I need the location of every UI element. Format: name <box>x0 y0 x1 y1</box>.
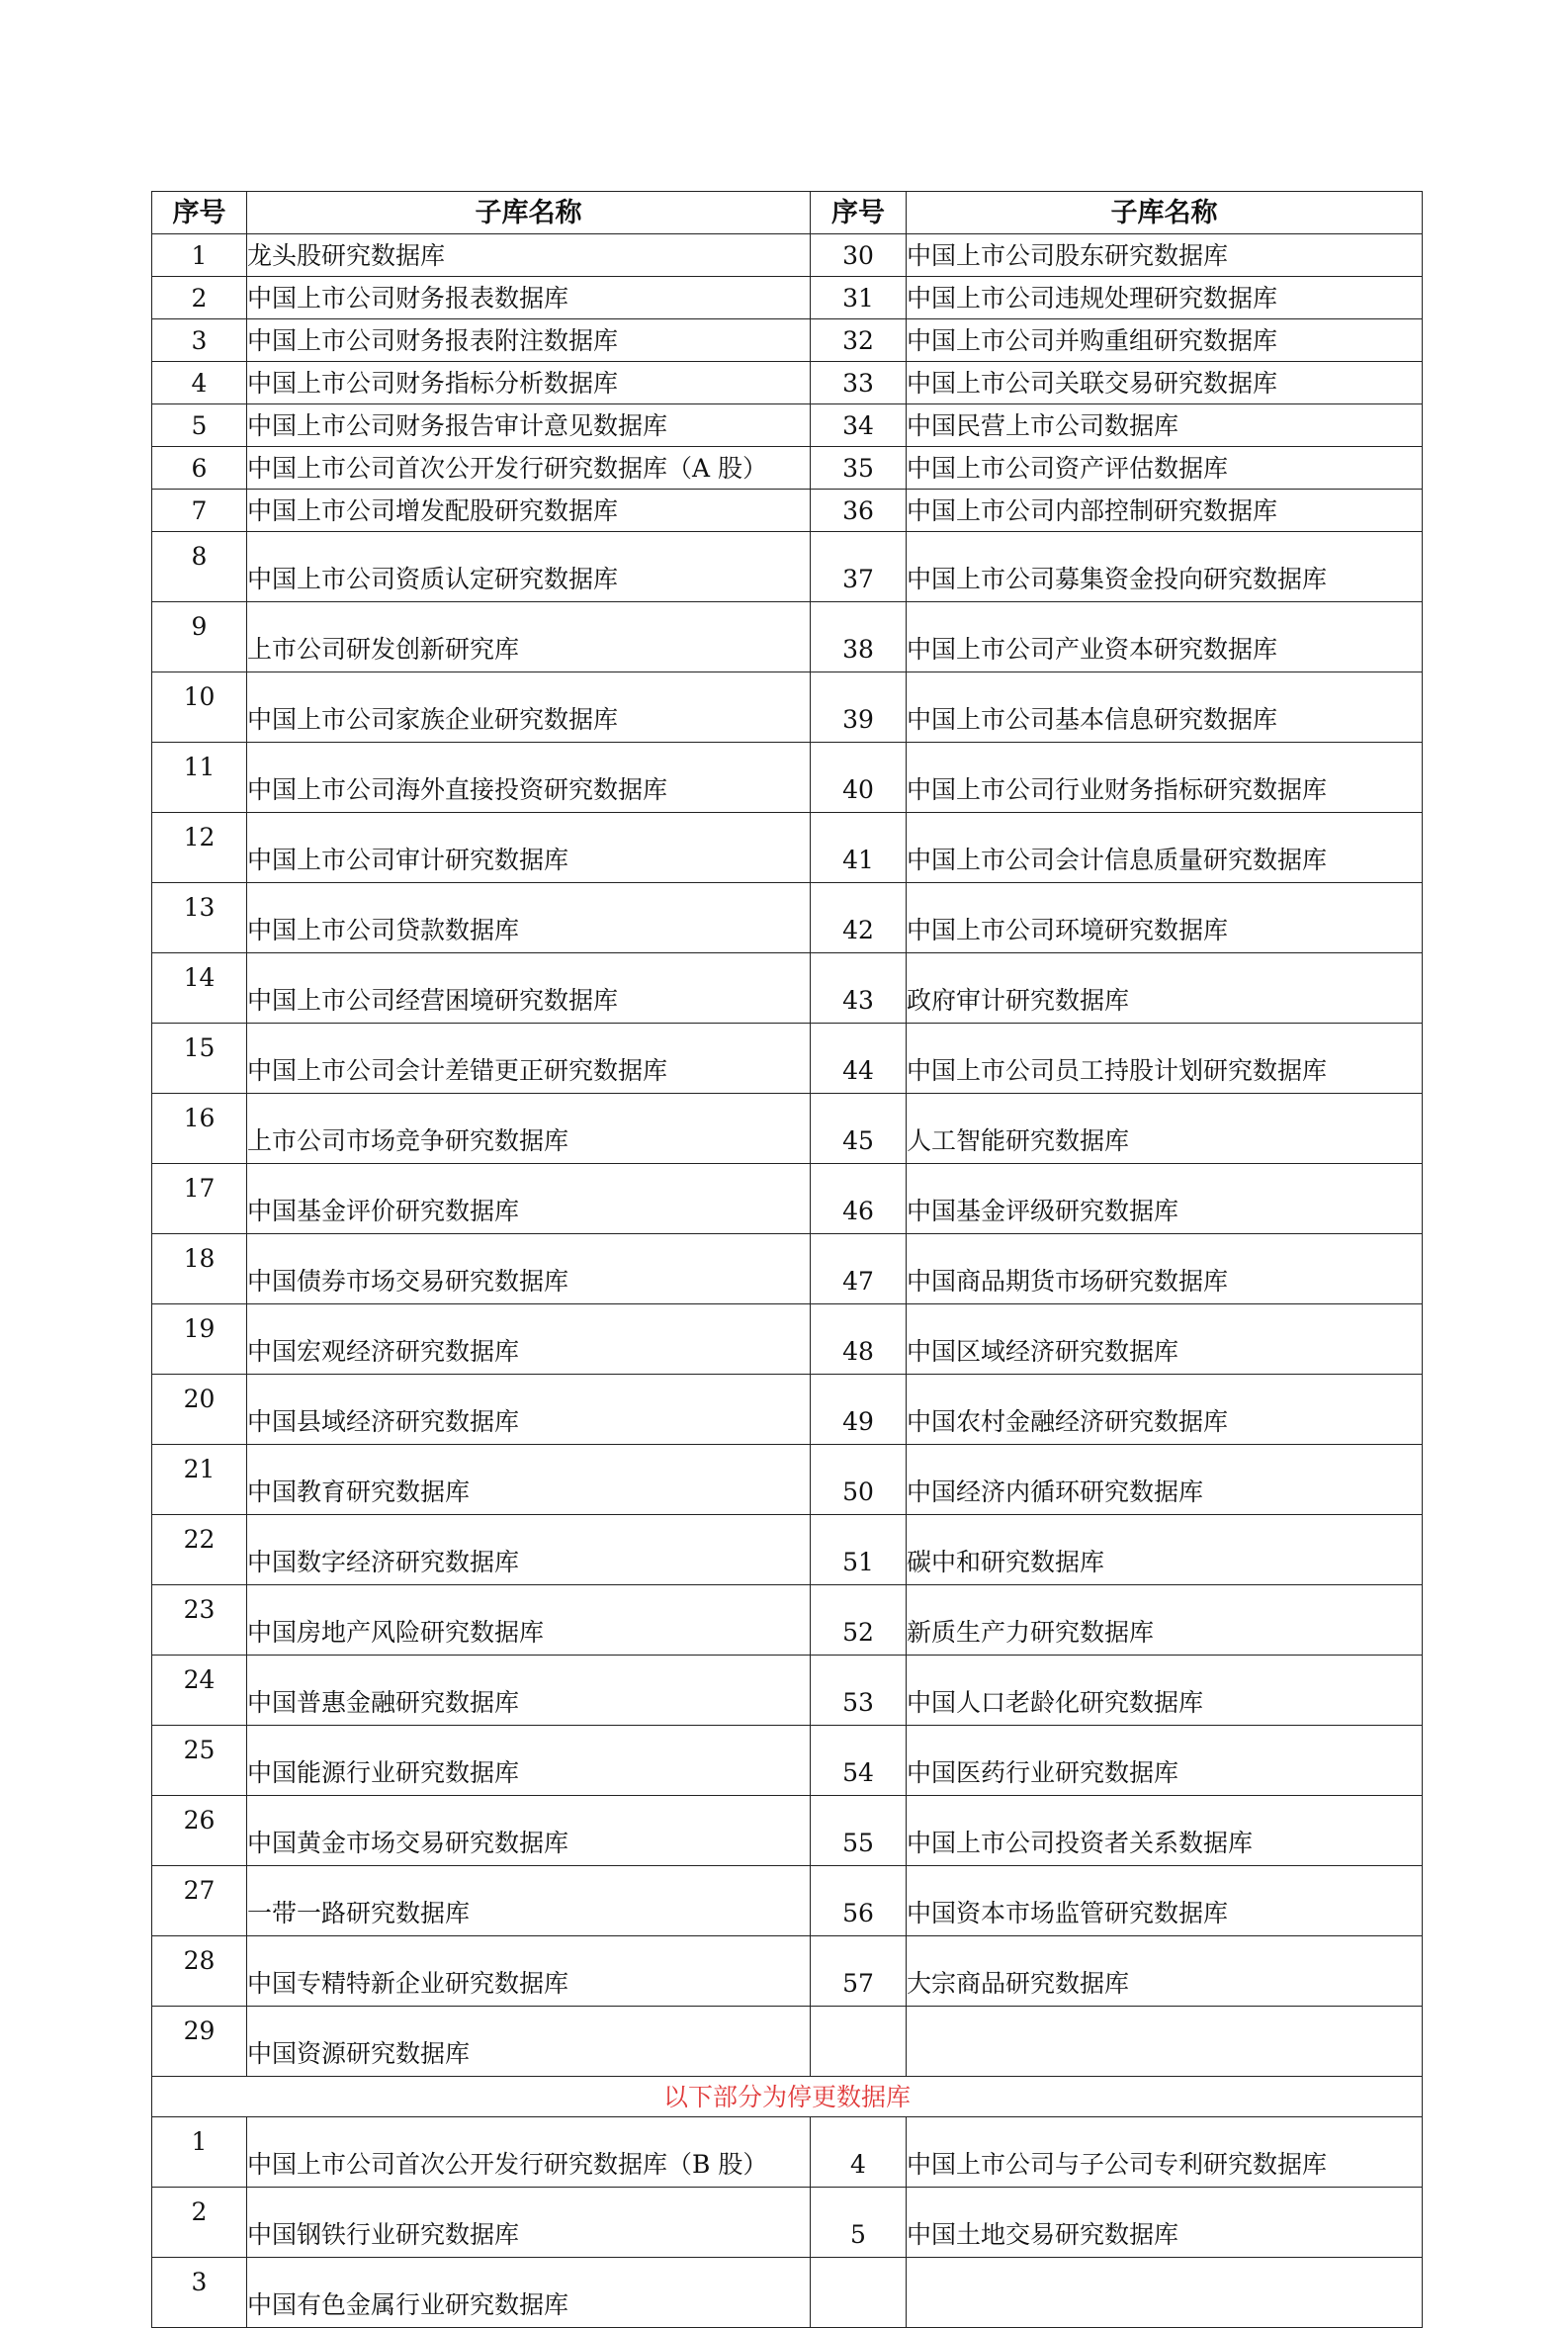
row-seq-left: 3 <box>152 319 247 362</box>
row-name-right: 中国上市公司与子公司专利研究数据库 <box>907 2117 1423 2188</box>
table-body <box>152 234 1423 2328</box>
row-name-right: 中国上市公司环境研究数据库 <box>907 883 1423 953</box>
row-seq-right: 55 <box>811 1796 907 1866</box>
row-name-left: 中国数字经济研究数据库 <box>247 1515 811 1585</box>
row-seq-right: 35 <box>811 447 907 490</box>
row-seq-right: 4 <box>811 2117 907 2188</box>
row-name-left: 中国房地产风险研究数据库 <box>247 1585 811 1656</box>
table-row <box>152 1585 1423 1656</box>
row-name-left: 中国资源研究数据库 <box>247 2007 811 2077</box>
row-name-left: 中国上市公司审计研究数据库 <box>247 813 811 883</box>
row-seq-right <box>811 2007 907 2077</box>
row-name-right: 碳中和研究数据库 <box>907 1515 1423 1585</box>
table-row <box>152 1234 1423 1304</box>
row-seq-left: 22 <box>152 1515 247 1585</box>
row-seq-left: 11 <box>152 743 247 813</box>
row-name-right <box>907 2007 1423 2077</box>
row-name-left: 中国钢铁行业研究数据库 <box>247 2188 811 2258</box>
row-seq-left: 2 <box>152 2188 247 2258</box>
table-row <box>152 404 1423 447</box>
row-seq-left: 16 <box>152 1094 247 1164</box>
row-name-left: 中国上市公司海外直接投资研究数据库 <box>247 743 811 813</box>
row-seq-left: 25 <box>152 1726 247 1796</box>
row-seq-left: 5 <box>152 404 247 447</box>
table-row <box>152 1515 1423 1585</box>
header-name-right: 子库名称 <box>907 192 1423 234</box>
row-name-left: 中国教育研究数据库 <box>247 1445 811 1515</box>
table-row <box>152 813 1423 883</box>
row-seq-left: 19 <box>152 1304 247 1375</box>
row-seq-left: 1 <box>152 234 247 277</box>
table-row <box>152 1304 1423 1375</box>
table-row <box>152 490 1423 532</box>
row-name-left: 中国上市公司财务报表附注数据库 <box>247 319 811 362</box>
row-name-right: 中国上市公司基本信息研究数据库 <box>907 672 1423 743</box>
row-seq-right: 52 <box>811 1585 907 1656</box>
row-name-left: 中国基金评价研究数据库 <box>247 1164 811 1234</box>
row-seq-left: 13 <box>152 883 247 953</box>
row-name-right: 人工智能研究数据库 <box>907 1094 1423 1164</box>
row-seq-left: 15 <box>152 1024 247 1094</box>
row-seq-left: 3 <box>152 2258 247 2328</box>
row-seq-right: 37 <box>811 532 907 602</box>
row-name-left: 中国能源行业研究数据库 <box>247 1726 811 1796</box>
row-name-left: 中国上市公司首次公开发行研究数据库（B 股） <box>247 2117 811 2188</box>
row-seq-right: 57 <box>811 1936 907 2007</box>
table-row <box>152 953 1423 1024</box>
row-seq-left: 14 <box>152 953 247 1024</box>
table-row <box>152 362 1423 404</box>
row-name-right: 中国上市公司员工持股计划研究数据库 <box>907 1024 1423 1094</box>
row-seq-right: 32 <box>811 319 907 362</box>
row-seq-left: 2 <box>152 277 247 319</box>
row-name-right: 中国上市公司并购重组研究数据库 <box>907 319 1423 362</box>
row-name-left: 上市公司市场竞争研究数据库 <box>247 1094 811 1164</box>
row-name-right: 中国上市公司募集资金投向研究数据库 <box>907 532 1423 602</box>
table-row <box>152 2188 1423 2258</box>
row-seq-left: 21 <box>152 1445 247 1515</box>
row-seq-right: 45 <box>811 1094 907 1164</box>
row-name-left: 中国上市公司贷款数据库 <box>247 883 811 953</box>
row-name-right: 中国基金评级研究数据库 <box>907 1164 1423 1234</box>
row-name-right: 中国上市公司产业资本研究数据库 <box>907 602 1423 672</box>
row-seq-left: 12 <box>152 813 247 883</box>
table-row <box>152 532 1423 602</box>
header-name-left: 子库名称 <box>247 192 811 234</box>
header-seq-right: 序号 <box>811 192 907 234</box>
row-name-right: 中国上市公司资产评估数据库 <box>907 447 1423 490</box>
database-list-table <box>151 191 1423 2328</box>
row-name-right: 中国上市公司违规处理研究数据库 <box>907 277 1423 319</box>
row-name-left: 中国上市公司增发配股研究数据库 <box>247 490 811 532</box>
row-seq-left: 18 <box>152 1234 247 1304</box>
row-name-right: 中国资本市场监管研究数据库 <box>907 1866 1423 1936</box>
row-name-right: 中国上市公司关联交易研究数据库 <box>907 362 1423 404</box>
row-name-right: 政府审计研究数据库 <box>907 953 1423 1024</box>
row-seq-right: 44 <box>811 1024 907 1094</box>
row-seq-left: 26 <box>152 1796 247 1866</box>
row-seq-left: 10 <box>152 672 247 743</box>
header-seq-left: 序号 <box>152 192 247 234</box>
table-row <box>152 447 1423 490</box>
row-seq-right: 36 <box>811 490 907 532</box>
row-name-right: 中国医药行业研究数据库 <box>907 1726 1423 1796</box>
table-row <box>152 1656 1423 1726</box>
row-name-right: 新质生产力研究数据库 <box>907 1585 1423 1656</box>
row-seq-right: 49 <box>811 1375 907 1445</box>
table-row <box>152 1375 1423 1445</box>
table-header-row <box>152 192 1423 234</box>
row-name-right: 中国土地交易研究数据库 <box>907 2188 1423 2258</box>
row-seq-left: 4 <box>152 362 247 404</box>
table-row <box>152 1164 1423 1234</box>
row-name-left: 中国上市公司财务报告审计意见数据库 <box>247 404 811 447</box>
table-row <box>152 1024 1423 1094</box>
table-row <box>152 602 1423 672</box>
row-name-right: 大宗商品研究数据库 <box>907 1936 1423 2007</box>
table-row <box>152 234 1423 277</box>
row-seq-right: 30 <box>811 234 907 277</box>
table-row <box>152 1796 1423 1866</box>
row-name-right: 中国上市公司会计信息质量研究数据库 <box>907 813 1423 883</box>
row-seq-right: 41 <box>811 813 907 883</box>
row-seq-right: 50 <box>811 1445 907 1515</box>
table-row <box>152 2258 1423 2328</box>
row-seq-right: 42 <box>811 883 907 953</box>
table-row <box>152 1936 1423 2007</box>
row-seq-left: 7 <box>152 490 247 532</box>
table-row <box>152 1094 1423 1164</box>
row-name-right: 中国上市公司内部控制研究数据库 <box>907 490 1423 532</box>
row-seq-right: 51 <box>811 1515 907 1585</box>
row-name-right: 中国上市公司投资者关系数据库 <box>907 1796 1423 1866</box>
table-row <box>152 277 1423 319</box>
table-row <box>152 2117 1423 2188</box>
row-name-left: 一带一路研究数据库 <box>247 1866 811 1936</box>
row-name-right: 中国人口老龄化研究数据库 <box>907 1656 1423 1726</box>
row-name-left: 上市公司研发创新研究库 <box>247 602 811 672</box>
row-seq-left: 20 <box>152 1375 247 1445</box>
row-name-left: 中国债券市场交易研究数据库 <box>247 1234 811 1304</box>
row-name-right: 中国商品期货市场研究数据库 <box>907 1234 1423 1304</box>
row-seq-left: 17 <box>152 1164 247 1234</box>
row-seq-right: 5 <box>811 2188 907 2258</box>
table-row <box>152 1726 1423 1796</box>
row-name-left: 中国有色金属行业研究数据库 <box>247 2258 811 2328</box>
row-name-left: 中国宏观经济研究数据库 <box>247 1304 811 1375</box>
row-seq-left: 27 <box>152 1866 247 1936</box>
row-name-left: 中国专精特新企业研究数据库 <box>247 1936 811 2007</box>
row-seq-right: 40 <box>811 743 907 813</box>
row-seq-left: 24 <box>152 1656 247 1726</box>
row-seq-right <box>811 2258 907 2328</box>
row-seq-right: 43 <box>811 953 907 1024</box>
row-seq-left: 23 <box>152 1585 247 1656</box>
table-row <box>152 672 1423 743</box>
row-seq-left: 8 <box>152 532 247 602</box>
row-seq-right: 31 <box>811 277 907 319</box>
row-seq-right: 34 <box>811 404 907 447</box>
row-name-left: 中国普惠金融研究数据库 <box>247 1656 811 1726</box>
row-name-left: 中国上市公司首次公开发行研究数据库（A 股） <box>247 447 811 490</box>
table-row <box>152 1866 1423 1936</box>
row-name-left: 中国县域经济研究数据库 <box>247 1375 811 1445</box>
row-name-left: 中国黄金市场交易研究数据库 <box>247 1796 811 1866</box>
row-name-right: 中国区域经济研究数据库 <box>907 1304 1423 1375</box>
discontinued-notice-row <box>152 2077 1423 2117</box>
table-row <box>152 743 1423 813</box>
table-row <box>152 883 1423 953</box>
row-name-left: 龙头股研究数据库 <box>247 234 811 277</box>
discontinued-notice: 以下部分为停更数据库 <box>152 2077 1423 2117</box>
row-name-right: 中国上市公司行业财务指标研究数据库 <box>907 743 1423 813</box>
table-row <box>152 319 1423 362</box>
row-seq-right: 39 <box>811 672 907 743</box>
row-name-left: 中国上市公司财务报表数据库 <box>247 277 811 319</box>
row-name-right: 中国上市公司股东研究数据库 <box>907 234 1423 277</box>
table-row <box>152 1445 1423 1515</box>
row-name-left: 中国上市公司会计差错更正研究数据库 <box>247 1024 811 1094</box>
row-seq-left: 9 <box>152 602 247 672</box>
row-seq-left: 1 <box>152 2117 247 2188</box>
row-name-right: 中国农村金融经济研究数据库 <box>907 1375 1423 1445</box>
row-seq-right: 54 <box>811 1726 907 1796</box>
row-seq-right: 53 <box>811 1656 907 1726</box>
row-name-left: 中国上市公司财务指标分析数据库 <box>247 362 811 404</box>
row-seq-right: 56 <box>811 1866 907 1936</box>
row-name-left: 中国上市公司资质认定研究数据库 <box>247 532 811 602</box>
row-seq-left: 6 <box>152 447 247 490</box>
row-name-left: 中国上市公司经营困境研究数据库 <box>247 953 811 1024</box>
row-name-right: 中国经济内循环研究数据库 <box>907 1445 1423 1515</box>
row-seq-right: 46 <box>811 1164 907 1234</box>
row-name-right <box>907 2258 1423 2328</box>
row-seq-right: 47 <box>811 1234 907 1304</box>
row-name-right: 中国民营上市公司数据库 <box>907 404 1423 447</box>
row-seq-right: 38 <box>811 602 907 672</box>
row-seq-right: 48 <box>811 1304 907 1375</box>
row-seq-left: 28 <box>152 1936 247 2007</box>
table-row <box>152 2007 1423 2077</box>
row-seq-left: 29 <box>152 2007 247 2077</box>
row-name-left: 中国上市公司家族企业研究数据库 <box>247 672 811 743</box>
row-seq-right: 33 <box>811 362 907 404</box>
